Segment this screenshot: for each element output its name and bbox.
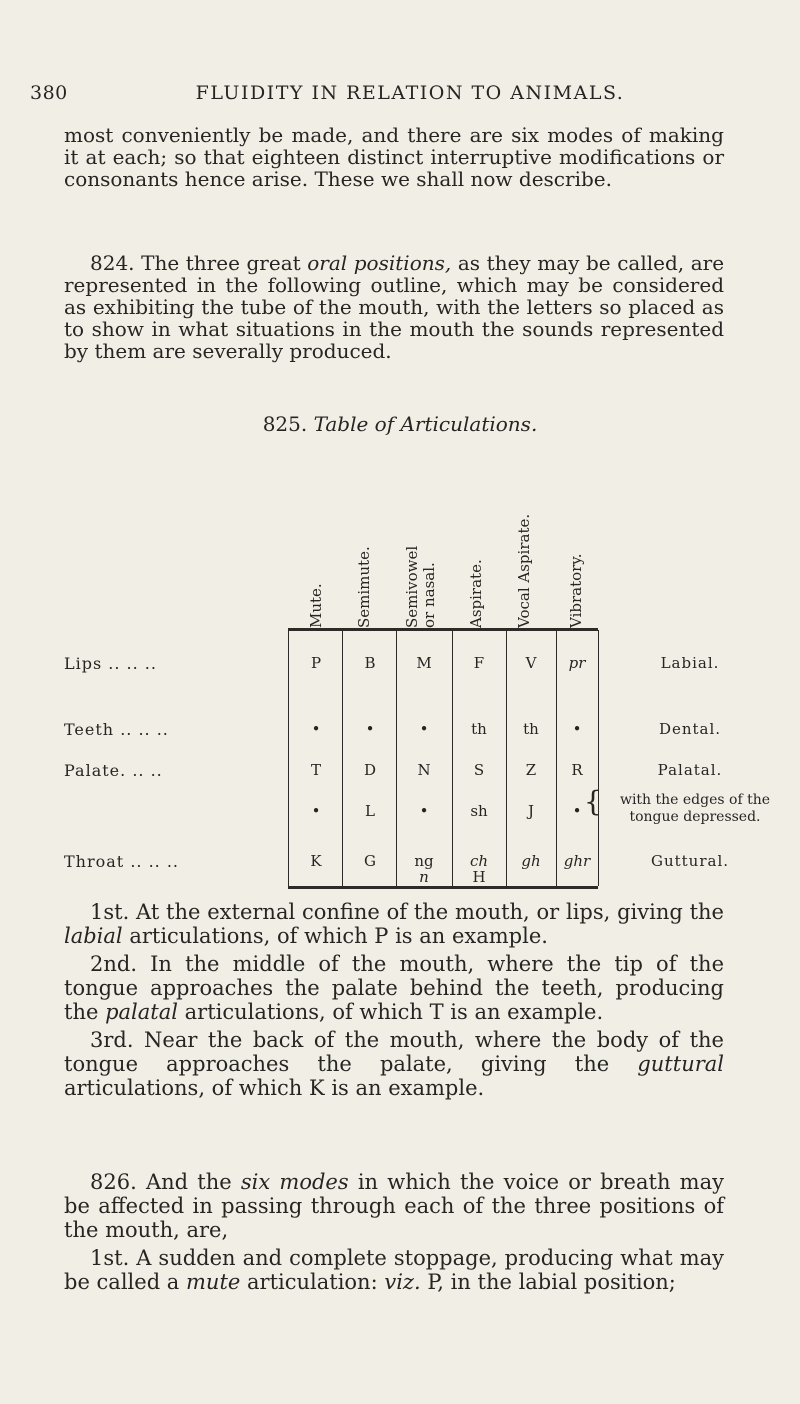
table-top-rule (288, 628, 598, 631)
table-cell: S (473, 761, 485, 779)
row-description-labial: Labial. (660, 654, 720, 672)
table-cell: • (365, 720, 375, 738)
italic-run: viz. (384, 1270, 421, 1294)
table-cell: • (419, 720, 429, 738)
table-cell: N (417, 761, 431, 779)
column-header-nasal: or nasal. (420, 562, 438, 628)
table-cell: • (311, 720, 321, 738)
table-bottom-rule (288, 886, 598, 889)
italic-run: guttural (637, 1052, 724, 1076)
column-header-semimute: Semimute. (355, 546, 373, 628)
row-label-teeth: Teeth .. .. .. (64, 720, 169, 739)
table-cell: • (419, 802, 429, 820)
brace-mark: { (584, 785, 602, 818)
table-cell: H (472, 868, 486, 886)
italic-run: labial (64, 924, 123, 948)
italic-run: oral positions, (307, 251, 452, 275)
table-cell: gh (521, 852, 541, 870)
table-cell: J (527, 802, 534, 820)
row-description-palatal: Palatal. (657, 761, 723, 779)
table-cell: P (310, 654, 322, 672)
table-cell: B (364, 654, 376, 672)
list-item (64, 952, 724, 1024)
text-run: The three great (141, 251, 301, 275)
intro-paragraph (64, 124, 724, 190)
positions-list (64, 900, 724, 1100)
list-item (64, 900, 724, 948)
table-cell: ng (414, 852, 434, 870)
table-cell: ch (469, 852, 489, 870)
column-header-vocal-aspirate: Vocal Aspirate. (515, 513, 533, 628)
paragraph-824 (64, 252, 724, 362)
table-cell: M (416, 654, 432, 672)
table-cell: • (572, 802, 582, 820)
row-description-dental: Dental. (658, 720, 722, 738)
table-cell: R (571, 761, 583, 779)
column-header-semivowel: Semivowel (403, 545, 421, 628)
italic-run: palatal (105, 1000, 178, 1024)
row-description-tongue-depressed (600, 792, 790, 826)
row-description-guttural: Guttural. (650, 852, 730, 870)
articulation-table (0, 430, 800, 890)
text-run: 3rd. Near the back of the mouth, where the body of the tongue approaches the palate, giving the (64, 1028, 724, 1076)
italic-run: six modes (240, 1170, 349, 1194)
text-run: P, in the labial position; (427, 1270, 676, 1294)
list-item (64, 1028, 724, 1100)
table-cell: pr (568, 654, 586, 672)
description-line: tongue depressed. (629, 809, 761, 825)
paragraph-number: 824. (90, 251, 135, 275)
page-header (30, 82, 770, 122)
text-run: articulation: (247, 1270, 378, 1294)
row-label-throat: Throat .. .. .. (64, 852, 179, 871)
page-number: 380 (30, 82, 68, 104)
table-cell: K (310, 852, 322, 870)
intro-text: most conveniently be made, and there are six modes of making it at each; so that eighteen distinct interruptive modifications or consonants hence arise. These we shall now describe. (64, 123, 724, 191)
text-run: 2nd. In the middle of the mouth, where the tip of the tongue approaches the palate behind the teeth, producing the (64, 952, 724, 1024)
table-cell: F (473, 654, 485, 672)
caption-title: Table of Articulations. (313, 412, 538, 436)
text-run: articulations, of which T is an example. (184, 1000, 604, 1024)
row-label-lips: Lips .. .. .. (64, 654, 157, 673)
table-cell: th (471, 720, 487, 738)
table-cell: G (364, 852, 376, 870)
table-cell: V (525, 654, 537, 672)
table-cell: ghr (563, 852, 591, 870)
text-run: articulations, of which K is an example. (64, 1076, 485, 1100)
text-run: in which the voice or breath may be affected in passing through each of the three positions of the mouth, are, (64, 1170, 724, 1242)
text-run: 1st. A sudden and complete stoppage, producing what may be called a (64, 1246, 724, 1294)
paragraph-824-text (64, 252, 724, 362)
paragraph-continuation (64, 1246, 724, 1294)
table-cell: Z (525, 761, 537, 779)
italic-run: mute (186, 1270, 241, 1294)
table-cell: sh (470, 802, 488, 820)
description-line: with the edges of the (619, 792, 771, 808)
table-cell: • (572, 720, 582, 738)
table-cell: n (419, 868, 429, 886)
text-run: articulations, of which P is an example. (129, 924, 548, 948)
table-cell: D (363, 761, 377, 779)
column-header-aspirate: Aspirate. (467, 559, 485, 628)
paragraph-826-text (64, 1170, 724, 1242)
paragraph-826 (64, 1170, 724, 1294)
text-run: 826. And the (90, 1170, 232, 1194)
row-label-palate: Palate. .. .. (64, 761, 163, 780)
table-cell: L (365, 802, 375, 820)
table-cell: th (523, 720, 539, 738)
table-cell: T (310, 761, 321, 779)
running-title: FLUIDITY IN RELATION TO ANIMALS. (195, 82, 625, 104)
column-header-mute: Mute. (307, 583, 325, 628)
text-run: as they may be called, are represented in the following outline, which may be considered as exhibiting the tube of the mouth, with the letters so placed as to show in what situations in the mouth the sounds represented by them are severally produced. (64, 251, 725, 363)
column-header-vibratory: Vibratory. (567, 553, 585, 628)
table-cell: • (311, 802, 321, 820)
text-run: 1st. At the external confine of the mouth, or lips, giving the (90, 900, 724, 924)
caption-number: 825. (262, 412, 308, 436)
